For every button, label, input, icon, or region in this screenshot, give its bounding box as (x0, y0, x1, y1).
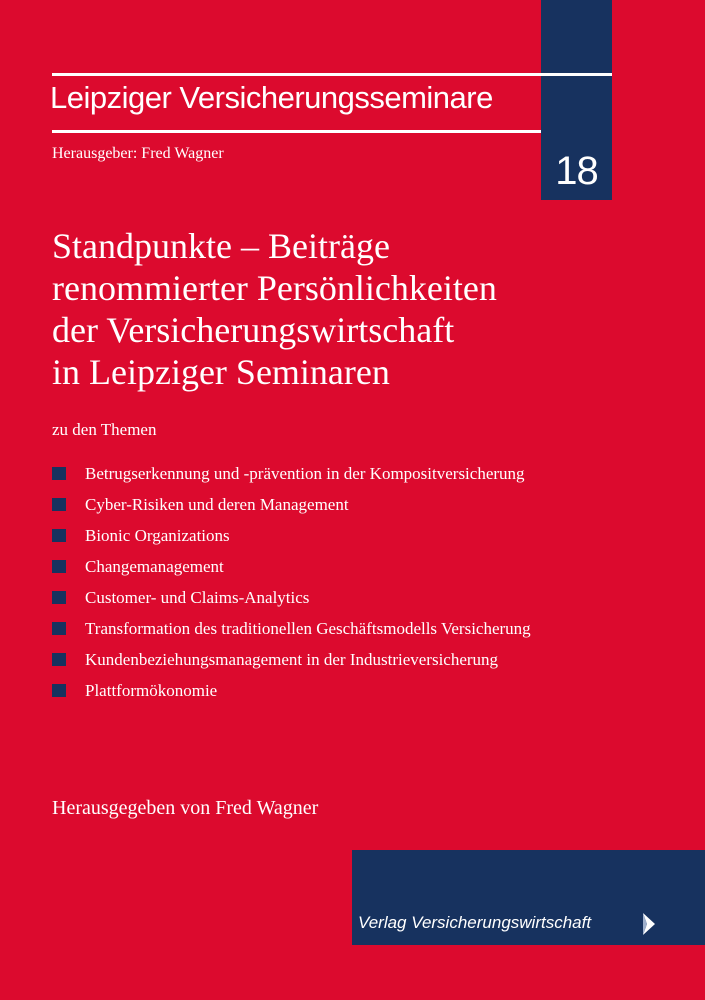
topics-intro: zu den Themen (52, 420, 157, 439)
square-bullet-icon (52, 591, 66, 604)
book-title-line: der Versicherungswirtschaft (52, 310, 455, 350)
square-bullet-icon (52, 560, 66, 573)
square-bullet-icon (52, 498, 66, 511)
series-editor: Herausgeber: Fred Wagner (52, 145, 224, 162)
square-bullet-icon (52, 529, 66, 542)
topic-item (52, 458, 531, 489)
topic-label: Customer- und Claims-Analytics (85, 588, 310, 607)
topic-item (52, 489, 531, 520)
topic-label: Transformation des traditionellen Geschäftsmodells Versicherung (85, 619, 531, 638)
top-rule (52, 73, 612, 76)
series-rule (52, 130, 541, 133)
arrow-logo-icon (642, 913, 656, 935)
volume-block (541, 0, 612, 200)
publisher-bar (352, 850, 705, 945)
topic-item (52, 520, 531, 551)
series-title: Leipziger Versicherungsseminare (50, 80, 493, 115)
topic-label: Betrugserkennung und -prävention in der Kompositversicherung (85, 464, 525, 483)
square-bullet-icon (52, 467, 66, 480)
book-title-line: Standpunkte – Beiträge (52, 226, 390, 266)
volume-number: 18 (555, 149, 598, 193)
book-title (52, 225, 612, 393)
topic-item (52, 675, 531, 706)
topic-label: Kundenbeziehungsmanagement in der Industrieversicherung (85, 650, 499, 669)
topic-item (52, 582, 531, 613)
book-title-line: in Leipziger Seminaren (52, 352, 390, 392)
topic-label: Changemanagement (85, 557, 224, 576)
topic-item (52, 613, 531, 644)
topics-list (52, 458, 531, 706)
publisher-name: Verlag Versicherungswirtschaft (358, 913, 592, 932)
square-bullet-icon (52, 622, 66, 635)
square-bullet-icon (52, 653, 66, 666)
edited-by: Herausgegeben von Fred Wagner (52, 797, 319, 819)
book-title-line: renommierter Persönlichkeiten (52, 268, 497, 308)
topic-label: Bionic Organizations (85, 526, 230, 545)
topic-label: Cyber-Risiken und deren Management (85, 495, 349, 514)
topic-item (52, 644, 531, 675)
topic-label: Plattformökonomie (85, 681, 218, 700)
square-bullet-icon (52, 684, 66, 697)
topic-item (52, 551, 531, 582)
